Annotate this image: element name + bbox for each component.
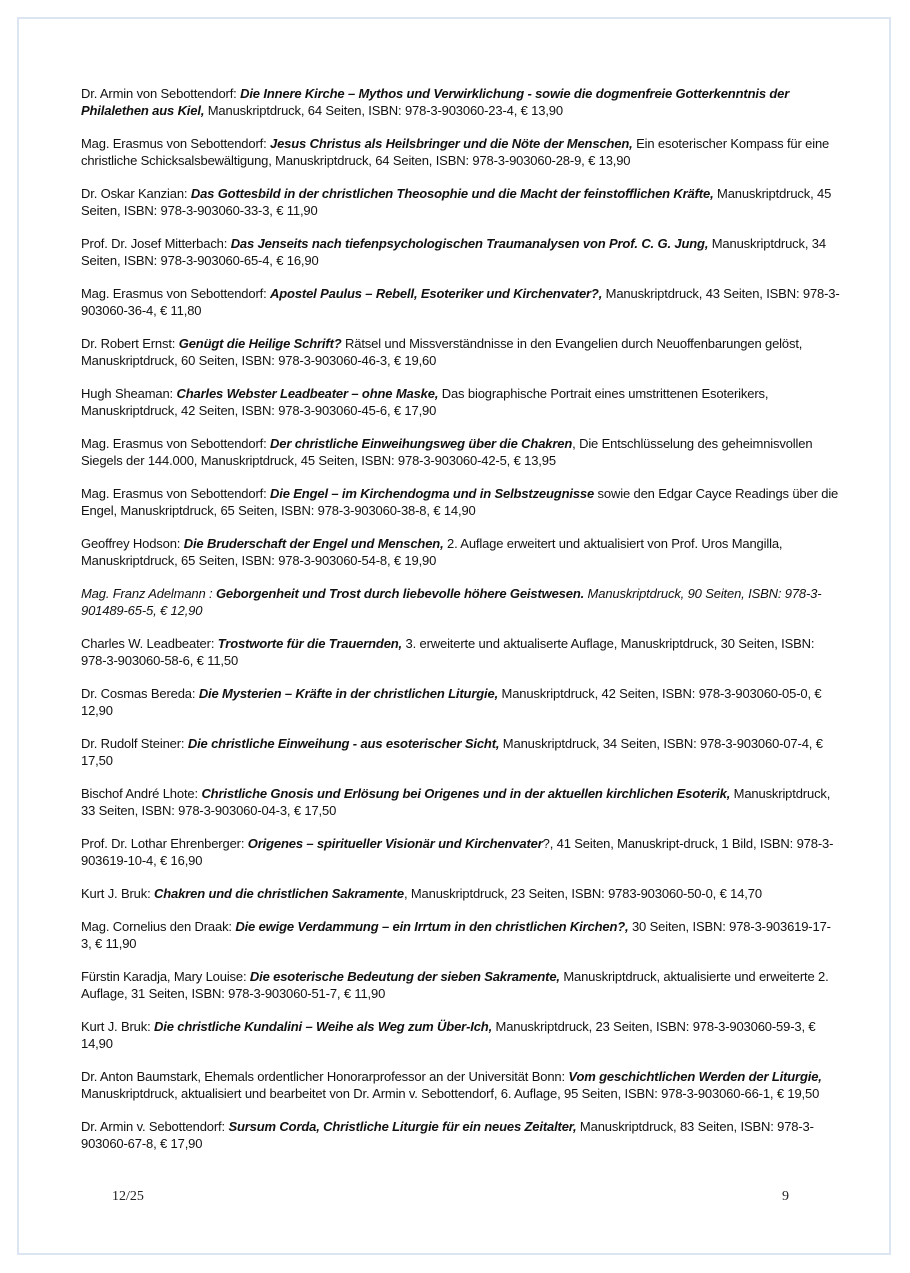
book-details: Manuskriptdruck, 90 Seiten, ISBN: 978-3-901489-65-5, € 12,90 [81,586,822,618]
book-author: Dr. Oskar Kanzian: [81,186,191,201]
book-title: Die esoterische Bedeutung der sieben Sakramente, [249,969,560,984]
book-entry [81,685,841,719]
book-title: Charles Webster Leadbeater – ohne Maske, [176,386,439,401]
book-title: Genügt die Heilige Schrift? [178,336,342,351]
book-author: Dr. Armin v. Sebottendorf: [81,1119,229,1134]
book-entry [81,1068,841,1102]
book-title: Apostel Paulus – Rebell, Esoteriker und Kirchenvater?, [270,286,603,301]
book-author: Mag. Erasmus von Sebottendorf: [81,136,271,151]
book-author: Fürstin Karadja, Mary Louise: [81,969,250,984]
book-entry [81,885,841,902]
book-title: Geborgenheit und Trost durch liebevolle höhere Geistwesen. [215,586,585,601]
page-number: 9 [782,1189,789,1204]
book-title: Der christliche Einweihungsweg über die Chakren [270,436,573,451]
book-entry [81,1118,841,1152]
book-details: Manuskriptdruck, 33 Seiten, ISBN: 978-3-903060-04-3, € 17,50 [81,786,831,818]
book-author: Dr. Rudolf Steiner: [81,736,188,751]
book-title: Die christliche Kundalini – Weihe als Weg zum Über-Ich, [154,1019,493,1034]
book-details: , Manuskriptdruck, 23 Seiten, ISBN: 9783-903060-50-0, € 14,70 [403,886,762,901]
book-entry [81,735,841,769]
footer-date: 12/25 [112,1189,144,1204]
book-entry [81,485,841,519]
document-page [17,17,891,1255]
book-title: Die Engel – im Kirchendogma und in Selbstzeugnisse [270,486,595,501]
book-title: Trostworte für die Trauernden, [217,636,403,651]
book-author: Prof. Dr. Josef Mitterbach: [81,236,231,251]
book-title: Die Bruderschaft der Engel und Menschen, [183,536,444,551]
book-details: 30 Seiten, ISBN: 978-3-903619-17-3, € 11,90 [81,919,831,951]
book-details: Manuskriptdruck, 42 Seiten, ISBN: 978-3-903060-05-0, € 12,90 [81,686,822,718]
book-title: Das Gottesbild in der christlichen Theosophie und die Macht der feinstofflichen Kräfte, [190,186,714,201]
book-list [81,85,841,1168]
book-details: , Die Entschlüsselung des geheimnisvollen Siegels der 144.000, Manuskriptdruck, 45 Seiten, ISBN: 978-3-903060-42-5, € 13,95 [81,436,813,468]
book-author: Bischof André Lhote: [81,786,202,801]
book-entry [81,585,841,619]
book-title: Die ewige Verdammung – ein Irrtum in den christlichen Kirchen?, [235,919,629,934]
book-author: Geoffrey Hodson: [81,536,184,551]
book-author: Charles W. Leadbeater: [81,636,218,651]
book-details: 2. Auflage erweitert und aktualisiert von Prof. Uros Mangilla, Manuskriptdruck, 65 Seiten, ISBN: 978-3-903060-54-8, € 19,90 [81,536,783,568]
book-entry [81,785,841,819]
book-details: Manuskriptdruck, aktualisierte und erweiterte 2. Auflage, 31 Seiten, ISBN: 978-3-903060-51-7, € 11,90 [81,969,829,1001]
book-title: Origenes – spiritueller Visionär und Kirchenvater [247,836,543,851]
book-entry [81,435,841,469]
book-entry [81,635,841,669]
book-author: Dr. Cosmas Bereda: [81,686,199,701]
book-entry [81,285,841,319]
book-title: Die Mysterien – Kräfte in der christlichen Liturgie, [198,686,499,701]
book-details: 3. erweiterte und aktualiserte Auflage, Manuskriptdruck, 30 Seiten, ISBN: 978-3-903060-58-6, € 11,50 [81,636,815,668]
book-entry [81,968,841,1002]
book-details: Ein esoterischer Kompass für eine christliche Schicksalsbewältigung, Manuskriptdruck, 64 Seiten, ISBN: 978-3-903060-28-9, € 13,90 [81,136,830,168]
book-author: Mag. Erasmus von Sebottendorf: [81,486,271,501]
book-entry [81,335,841,369]
book-details: Manuskriptdruck, 43 Seiten, ISBN: 978-3-903060-36-4, € 11,80 [81,286,840,318]
book-author: Kurt J. Bruk: [81,886,155,901]
book-title: Christliche Gnosis und Erlösung bei Origenes und in der aktuellen kirchlichen Esoterik, [201,786,731,801]
book-author: Dr. Robert Ernst: [81,336,179,351]
book-author: Prof. Dr. Lothar Ehrenberger: [81,836,248,851]
book-entry [81,1018,841,1052]
book-title: Die Innere Kirche – Mythos und Verwirklichung - sowie die dogmenfreie Gotterkenntnis der Philalethen aus Kiel, [81,86,790,118]
book-title: Jesus Christus als Heilsbringer und die Nöte der Menschen, [270,136,633,151]
book-details: Das biographische Portrait eines umstrittenen Esoterikers, Manuskriptdruck, 42 Seiten, ISBN: 978-3-903060-45-6, € 17,90 [81,386,769,418]
book-details: Manuskriptdruck, 45 Seiten, ISBN: 978-3-903060-33-3, € 11,90 [81,186,832,218]
book-details: Manuskriptdruck, 34 Seiten, ISBN: 978-3-903060-07-4, € 17,50 [81,736,823,768]
book-title: Chakren und die christlichen Sakramente [154,886,404,901]
book-author: Dr. Anton Baumstark, Ehemals ordentlicher Honorarprofessor an der Universität Bonn: [81,1069,569,1084]
book-title: Sursum Corda, Christliche Liturgie für ein neues Zeitalter, [228,1119,577,1134]
book-details: Manuskriptdruck, 64 Seiten, ISBN: 978-3-903060-23-4, € 13,90 [204,103,563,118]
book-details: Manuskriptdruck, aktualisiert und bearbeitet von Dr. Armin v. Sebottendorf, 6. Auflage, 95 Seiten, ISBN: 978-3-903060-66-1, € 19,50 [81,1086,820,1101]
book-entry [81,918,841,952]
book-entry [81,235,841,269]
book-author: Hugh Sheaman: [81,386,177,401]
book-entry [81,185,841,219]
book-author: Kurt J. Bruk: [81,1019,155,1034]
book-details: Rätsel und Missverständnisse in den Evangelien durch Neuoffenbarungen gelöst, Manuskriptdruck, 60 Seiten, ISBN: 978-3-903060-46-3, € 19,60 [81,336,803,368]
book-title: Die christliche Einweihung - aus esoterischer Sicht, [187,736,500,751]
book-author: Mag. Franz Adelmann : [81,586,216,601]
book-details: Manuskriptdruck, 83 Seiten, ISBN: 978-3-903060-67-8, € 17,90 [81,1119,814,1151]
book-author: Mag. Erasmus von Sebottendorf: [81,286,271,301]
book-entry [81,85,841,119]
book-title: Das Jenseits nach tiefenpsychologischen Traumanalysen von Prof. C. G. Jung, [230,236,709,251]
book-details: ?, 41 Seiten, Manuskript-druck, 1 Bild, ISBN: 978-3-903619-10-4, € 16,90 [81,836,834,868]
book-details: Manuskriptdruck, 23 Seiten, ISBN: 978-3-903060-59-3, € 14,90 [81,1019,816,1051]
book-entry [81,135,841,169]
book-entry [81,835,841,869]
book-entry [81,385,841,419]
book-author: Mag. Erasmus von Sebottendorf: [81,436,271,451]
book-author: Dr. Armin von Sebottendorf: [81,86,241,101]
book-details: Manuskriptdruck, 34 Seiten, ISBN: 978-3-903060-65-4, € 16,90 [81,236,826,268]
book-title: Vom geschichtlichen Werden der Liturgie, [568,1069,822,1084]
book-entry [81,535,841,569]
book-details: sowie den Edgar Cayce Readings über die Engel, Manuskriptdruck, 65 Seiten, ISBN: 978-3-903060-38-8, € 14,90 [81,486,839,518]
book-author: Mag. Cornelius den Draak: [81,919,236,934]
